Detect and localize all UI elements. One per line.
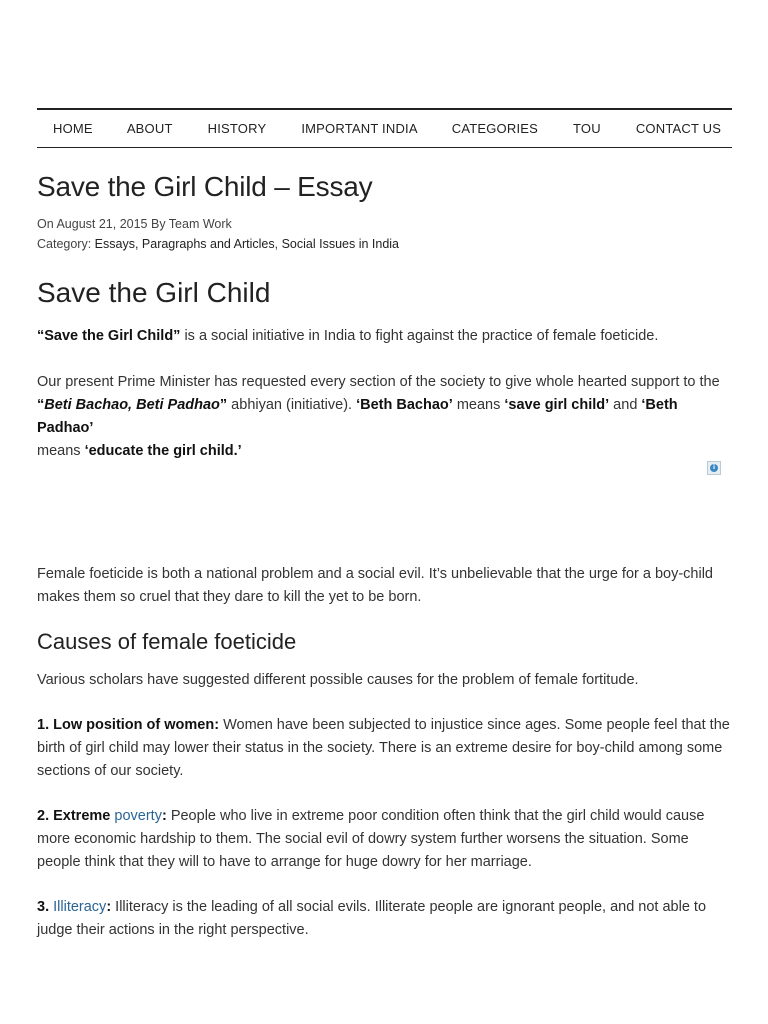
cause-1-title: 1. Low position of women: [37, 717, 220, 733]
cause-2-title: 2. Extreme [37, 808, 115, 824]
cause-3-text: Illiteracy is the leading of all social evils. Illiterate people are ignorant people, and not able to judge their actions in the right perspective. [37, 899, 707, 938]
adchoices-icon[interactable] [707, 461, 721, 475]
pm-text-e: abhiyan (initiative). [227, 397, 357, 413]
nav-categories[interactable]: CATEGORIES [451, 121, 539, 136]
article-heading: Save the Girl Child [37, 277, 271, 308]
save-girl-child: ‘save girl child’ [504, 397, 610, 413]
main-nav [37, 108, 732, 148]
pm-text-g: means [452, 397, 505, 413]
pm-text-i: and [609, 397, 642, 413]
cause-3-paragraph [37, 896, 732, 942]
cause-2-text: People who live in extreme poor condition often think that the girl child would cause more economic hardship to them. The social evil of dowry system further worsens the situation. Some people think that they will to have to arrange for huge dowry for her marriage. [37, 808, 705, 870]
pm-text-k: means [37, 443, 85, 459]
illiteracy-link[interactable]: Illiteracy [53, 899, 107, 915]
scholars-paragraph: Various scholars have suggested different possible causes for the problem of female fortitude. [37, 672, 639, 688]
pm-text-a: Our present Prime Minister has requested every section of the society to give whole hearted support to the [37, 374, 720, 390]
cause-1-paragraph [37, 714, 732, 783]
page-title: Save the Girl Child – Essay [37, 171, 373, 202]
nav-important-india[interactable]: IMPORTANT INDIA [301, 121, 418, 136]
nav-home[interactable]: HOME [53, 121, 93, 136]
intro-paragraph [37, 325, 732, 348]
category-label: Category: [37, 237, 95, 251]
beth-padhao: ‘Beth Padhao’ [37, 397, 678, 436]
category-link-essays[interactable]: Essays, Paragraphs and Articles [94, 237, 275, 251]
info-icon: i [710, 464, 718, 472]
post-meta-category [37, 237, 399, 251]
intro-bold: “Save the Girl Child” [37, 328, 181, 344]
beth-bachao: ‘Beth Bachao’ [356, 397, 453, 413]
category-link-social-issues[interactable]: Social Issues in India [281, 237, 400, 251]
poverty-link[interactable]: poverty [114, 808, 162, 824]
campaign-name-italic: Beti Bachao, Beti Padhao [44, 397, 220, 413]
quote-close: ” [219, 397, 228, 413]
campaign-name [44, 397, 220, 413]
cause-3-title: 3. [37, 899, 54, 915]
pm-paragraph [37, 371, 732, 463]
foeticide-paragraph: Female foeticide is both a national problem and a social evil. It’s unbelievable that the urge for a boy-child makes them so cruel that they dare to kill the yet to be born. [37, 566, 713, 605]
causes-heading: Causes of female foeticide [37, 629, 297, 654]
quote-open: “ [37, 397, 45, 413]
post-meta-date: On August 21, 2015 By Team Work [37, 217, 232, 231]
intro-text: is a social initiative in India to fight against the practice of female foeticide. [180, 328, 659, 344]
cause-2-colon: : [161, 808, 167, 824]
nav-history[interactable]: HISTORY [207, 121, 267, 136]
cause-2-paragraph [37, 805, 732, 874]
cause-3-colon: : [106, 899, 112, 915]
cause-1-text: Women have been subjected to injustice since ages. Some people feel that the birth of girl child may lower their status in the society. There is an extreme desire for boy-child among some sections of our society. [37, 717, 730, 779]
category-separator: , [274, 237, 282, 251]
educate-girl-child: ‘educate the girl child.’ [84, 443, 242, 459]
nav-contact-us[interactable]: CONTACT US [635, 121, 722, 136]
nav-about[interactable]: ABOUT [126, 121, 173, 136]
nav-tou[interactable]: TOU [573, 121, 601, 136]
